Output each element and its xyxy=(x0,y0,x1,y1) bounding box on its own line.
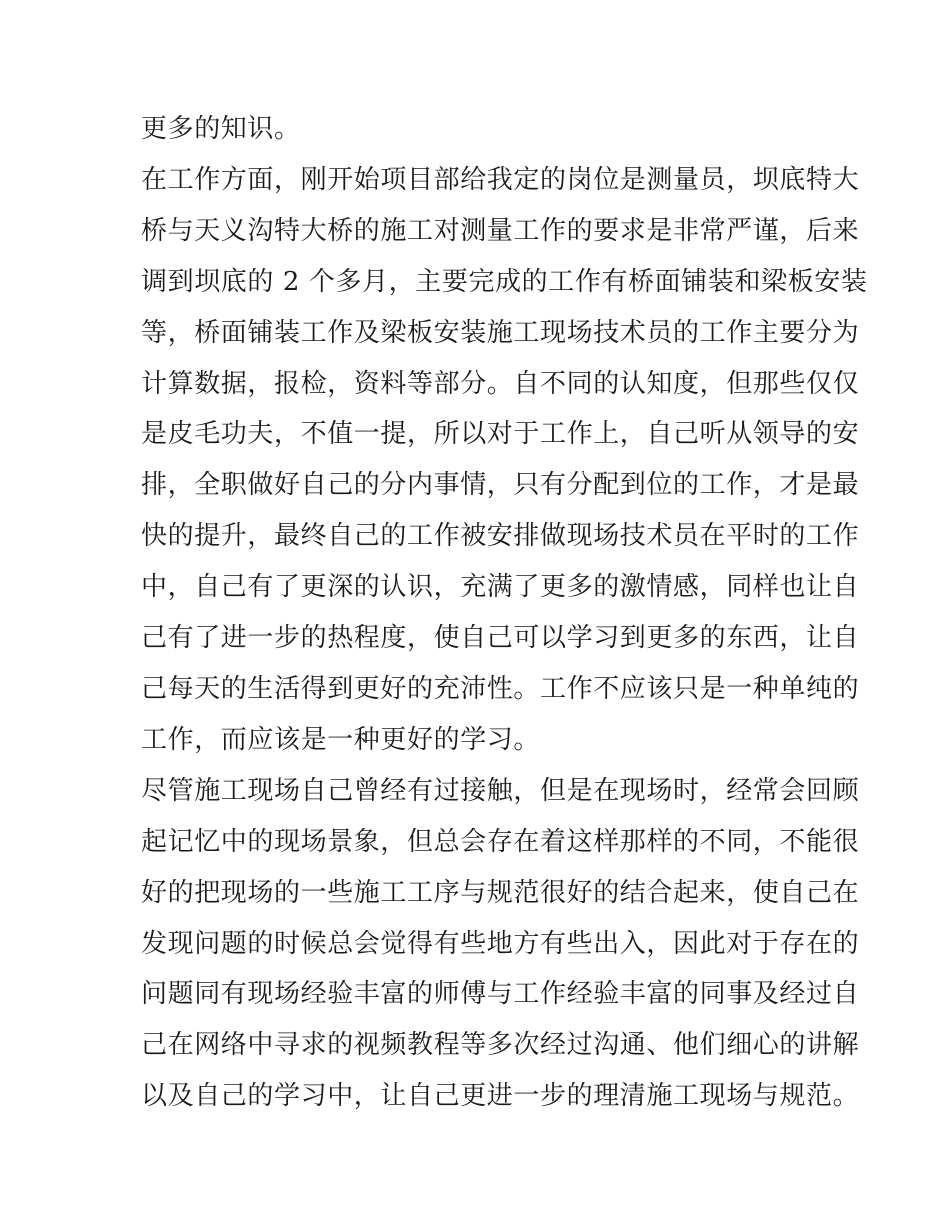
paragraph-3 xyxy=(141,766,860,1122)
text-line: 更多的知识。 xyxy=(141,114,301,144)
text-line: 工作，而应该是一种更好的学习。 xyxy=(141,724,541,755)
text-line: 快的提升，最终自己的工作被安排做现场技术员在平时的工作 xyxy=(141,521,860,552)
text-line: 己在网络中寻求的视频教程等多次经过沟通、他们细心的讲解 xyxy=(141,1030,860,1061)
text-line: 己每天的生活得到更好的充沛性。工作不应该只是一种单纯的 xyxy=(141,673,860,704)
text-line: 排，全职做好自己的分内事情，只有分配到位的工作，才是最 xyxy=(141,470,860,501)
text-line: 发现问题的时候总会觉得有些地方有些出入，因此对于存在的 xyxy=(141,928,860,959)
text-line: 问题同有现场经验丰富的师傅与工作经验丰富的同事及经过自 xyxy=(141,979,860,1010)
text-line: 好的把现场的一些施工工序与规范很好的结合起来，使自己在 xyxy=(141,877,860,908)
text-line: 桥与天义沟特大桥的施工对测量工作的要求是非常严谨，后来 xyxy=(141,215,860,246)
text-line: 中，自己有了更深的认识，充满了更多的激情感，同样也让自 xyxy=(141,572,860,603)
text-line: 在工作方面，刚开始项目部给我定的岗位是测量员，坝底特大 xyxy=(141,164,860,195)
document-body xyxy=(141,104,868,1122)
text-line: 等，桥面铺装工作及梁板安装施工现场技术员的工作主要分为 xyxy=(141,317,860,348)
paragraph-2 xyxy=(141,155,868,766)
text-line: 己有了进一步的热程度，使自己可以学习到更多的东西，让自 xyxy=(141,623,860,654)
text-line: 计算数据，报检，资料等部分。自不同的认知度，但那些仅仅 xyxy=(141,368,860,399)
text-line: 尽管施工现场自己曾经有过接触，但是在现场时，经常会回顾 xyxy=(141,775,860,806)
text-line: 以及自己的学习中，让自己更进一步的理清施工现场与规范。 xyxy=(141,1081,860,1112)
text-line: 起记忆中的现场景象，但总会存在着这样那样的不同，不能很 xyxy=(141,826,860,857)
text-line: 是皮毛功夫，不值一提，所以对于工作上，自己听从领导的安 xyxy=(141,419,860,450)
paragraph-1 xyxy=(141,104,821,155)
text-line: 调到坝底的 2 个多月，主要完成的工作有桥面铺装和梁板安装 xyxy=(141,266,868,297)
